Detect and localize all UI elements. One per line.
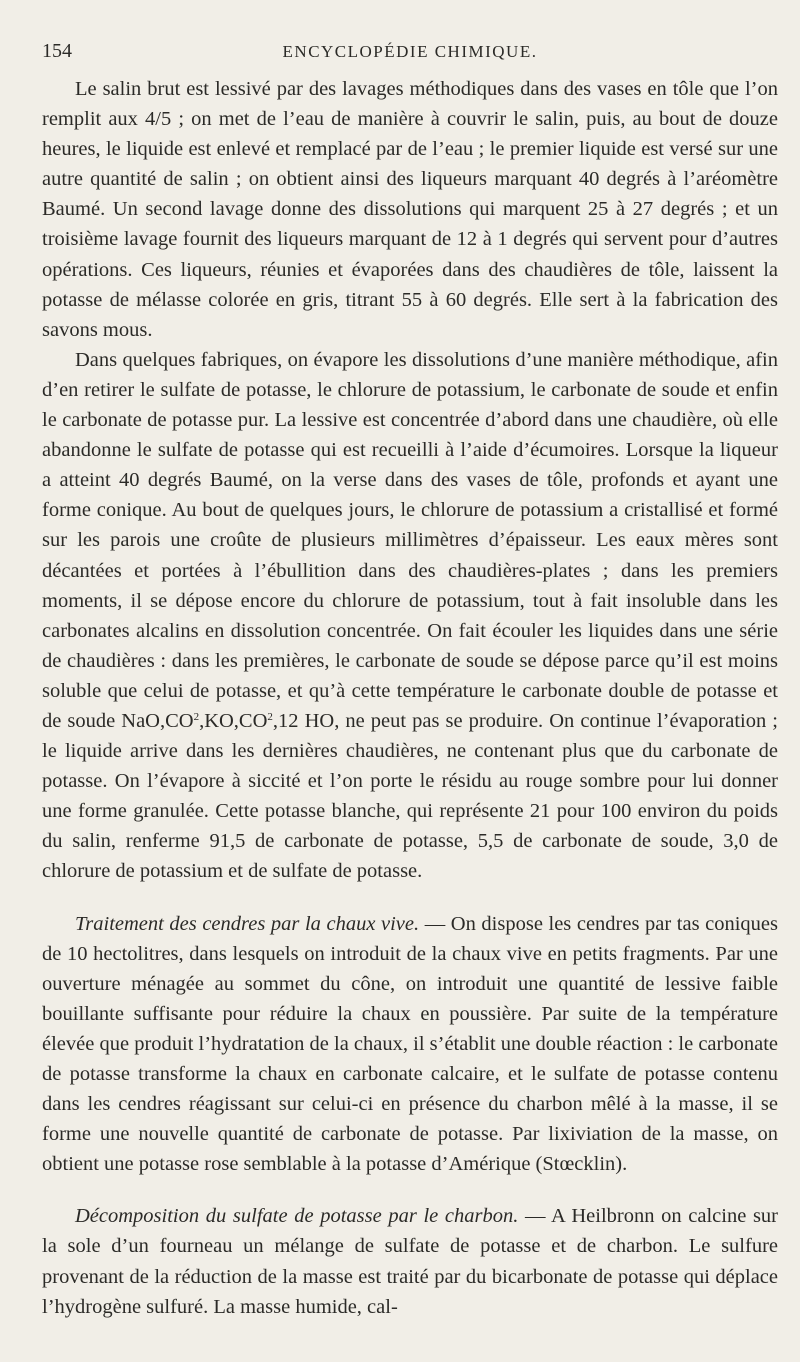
page-number: 154 [42, 40, 72, 62]
formula-superscript: 2 [193, 710, 200, 723]
formula-text: ,KO,CO [199, 709, 268, 732]
paragraph-evaporation-methodique [42, 345, 778, 887]
paragraph-salin-brut: Le salin brut est lessivé par des lavages méthodiques dans des vases en tôle que l’on remplit aux 4/5 ; on met de l’eau de manière à couvrir le salin, puis, au bout de douze heures, le liquide est enlevé et remplacé par de l’eau ; le premier liquide est versé sur une autre quantité de salin ; on obtient ainsi des liqueurs marquant 40 degrés à l’aréomètre Baumé. Un second lavage donne des dissolutions qui marquent 25 à 27 degrés ; et un troisième lavage fournit des liqueurs marquant de 12 à 1 degrés qui servent pour d’autres opérations. Ces liqueurs, réunies et évaporées dans des chaudières de tôle, laissent la potasse de mélasse colorée en gris, titrant 55 à 60 degrés. Elle sert à la fabrication des savons mous. [42, 78, 778, 341]
paragraph-text: — On dispose les cendres par tas coniques de 10 hectolitres, dans lesquels on introduit de la chaux vive en petits fragments. Par une ouverture ménagée au sommet du cône, on introduit une quantité de lessive faible bouillante suffisante pour réduire la chaux en poussière. Par suite de la température élevée que produit l’hydratation de la chaux, il s’établit une double réaction : le carbonate de potasse transforme la chaux en carbonate calcaire, et le sulfate de potasse contenu dans les cendres réagissant sur celui-ci en présence du charbon mêlé à la masse, il se forme une nouvelle quantité de carbonate de potasse. Par lixiviation de la masse, on obtient une potasse rose semblable à la potasse d’Amérique (Stœcklin). [42, 912, 778, 1176]
section-title: Traitement des cendres par la chaux vive. [75, 912, 420, 935]
paragraph-text: Dans quelques fabriques, on évapore les dissolutions d’une manière méthodique, afin d’en retirer le sulfate de potasse, le chlorure de potassium, le carbonate de soude et enfin le carbonate de potasse pur. La lessive est concentrée d’abord dans une chaudière, où elle abandonne le sulfate de potasse qui est recueilli à l’aide d’écumoires. Lorsque la liqueur a atteint 40 degrés Baumé, on la verse dans des vases de tôle, profonds et ayant une forme conique. Au bout de quelques jours, le chlorure de potassium a cristallisé et formé sur les parois une croûte de plusieurs millimètres d’épaisseur. Les eaux mères sont décantées et portées à l’ébullition dans des chaudières-plates ; dans les premiers moments, il se dépose encore du chlorure de potassium, tout à fait insoluble dans les carbonates alcalins en dissolution concentrée. On fait écouler les liquides dans une série de chaudières : dans les premières, le carbonate de soude se dépose parce qu’il est moins soluble que celui de potasse, et qu’à cette température le carbonate double de potasse et de soude NaO,CO [42, 348, 778, 732]
formula-superscript: 2 [267, 710, 273, 723]
paragraph-text: ,12 HO, ne peut pas se produire. On continue l’évaporation ; le liquide arrive dans les dernières chaudières, ne contenant plus que du carbonate de potasse. On l’évapore à siccité et l’on porte le résidu au rouge sombre pour lui donner une forme granulée. Cette potasse blanche, qui représente 21 pour 100 environ du poids du salin, renferme 91,5 de carbonate de potasse, 5,5 de carbonate de soude, 3,0 de chlorure de potassium et de sulfate de potasse. [42, 709, 778, 883]
paragraph-text: — A Heilbronn on calcine sur la sole d’un fourneau un mélange de sulfate de potasse et de charbon. Le sulfure provenant de la réduction de la masse est traité par du bicarbonate de potasse qui déplace l’hydrogène sulfuré. La masse humide, cal- [42, 1205, 778, 1318]
page-header [42, 40, 778, 68]
body-text [42, 74, 778, 1322]
paragraph-sulfate-charbon [42, 1201, 778, 1321]
paragraph-chaux-vive [42, 909, 778, 1180]
running-title: ENCYCLOPÉDIE CHIMIQUE. [282, 42, 538, 61]
section-title: Décomposition du sulfate de potasse par le charbon. [75, 1205, 519, 1228]
